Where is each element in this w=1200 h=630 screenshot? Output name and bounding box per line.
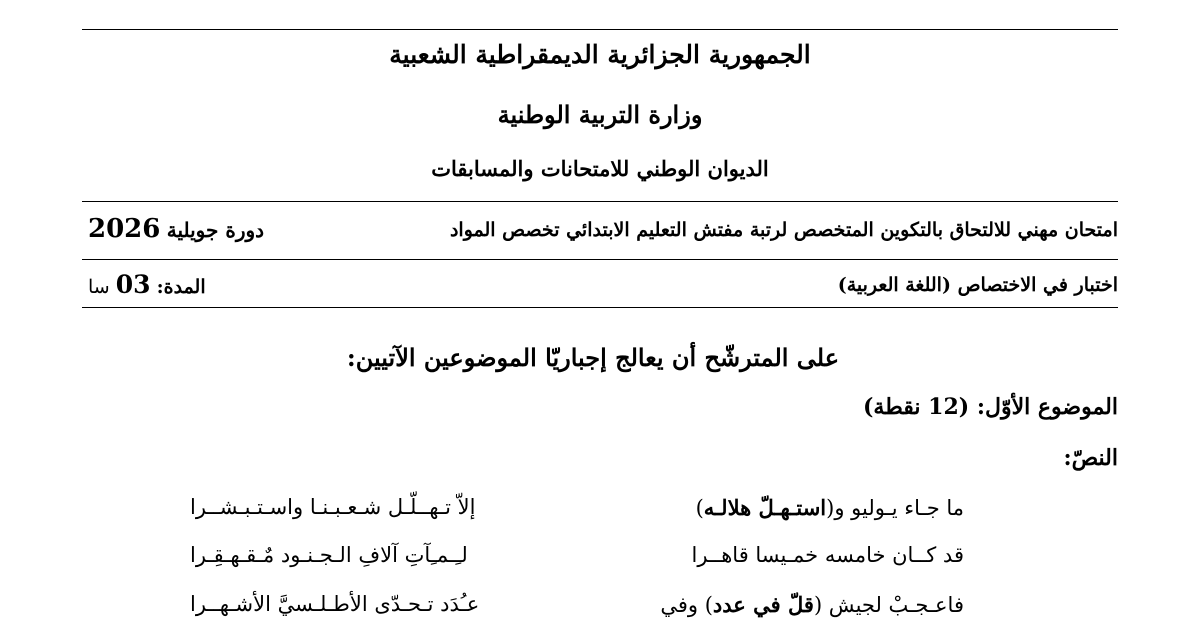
subject-rule xyxy=(82,307,1118,308)
topic-one-points: (12 نقطة) xyxy=(862,394,970,420)
exam-rule xyxy=(82,259,1118,260)
exam-title: امتحان مهني للالتحاق بالتكوين المتخصص لرتبة مفتش التعليم الابتدائي تخصص المواد xyxy=(449,219,1118,241)
topic-one-label: الموضوع الأوّل: xyxy=(976,394,1118,420)
poem-line-3-left: عـُدَد تـحـدّى الأطـلـسيَّ الأشـهــرا xyxy=(190,592,480,616)
poem-line-3-emphasis: قلّ في عدد xyxy=(712,592,814,617)
republic-title: الجمهورية الجزائرية الديمقراطية الشعبية xyxy=(389,40,811,69)
ministry-title: وزارة التربية الوطنية xyxy=(497,100,703,129)
poem-line-1-emphasis: استـهـلّ هلالـه xyxy=(703,495,827,520)
header-rule xyxy=(82,201,1118,202)
poem-line-1-right: ما جـاء يـوليو و(استـهـلّ هلالـه) xyxy=(695,495,964,520)
poem-line-2-right: قد كــان خامسه خمـيسا قاهــرا xyxy=(691,543,964,567)
poem-line-3-right: فاعـجـبْ لجيش (قلّ في عدد) وفي xyxy=(660,592,964,617)
duration-value: 03 xyxy=(115,270,151,299)
exam-subject: اختبار في الاختصاص (اللغة العربية) xyxy=(837,274,1118,296)
instructions: على المترشّح أن يعالج إجباريّا الموضوعين الآتيين: xyxy=(346,343,840,372)
poem-line-1-left: إلاّ تـهــلّـل شـعـبـنـا واسـتـبـشــرا xyxy=(190,495,476,519)
session-label: دورة جويلية xyxy=(166,218,265,242)
top-rule xyxy=(82,29,1118,30)
poem-line-2-left: لـِـمـِآتِ آلافِ الـجـنـود مٌـقـهـقِـرا xyxy=(190,543,468,567)
text-label: النصّ: xyxy=(1063,445,1118,471)
duration-label: المدة: xyxy=(156,276,206,298)
topic-one-heading xyxy=(863,394,1118,420)
exam-session xyxy=(88,214,264,244)
session-year: 2026 xyxy=(88,214,161,244)
exam-duration xyxy=(88,270,206,299)
duration-unit: سا xyxy=(88,276,110,298)
office-title: الديوان الوطني للامتحانات والمسابقات xyxy=(431,156,769,181)
